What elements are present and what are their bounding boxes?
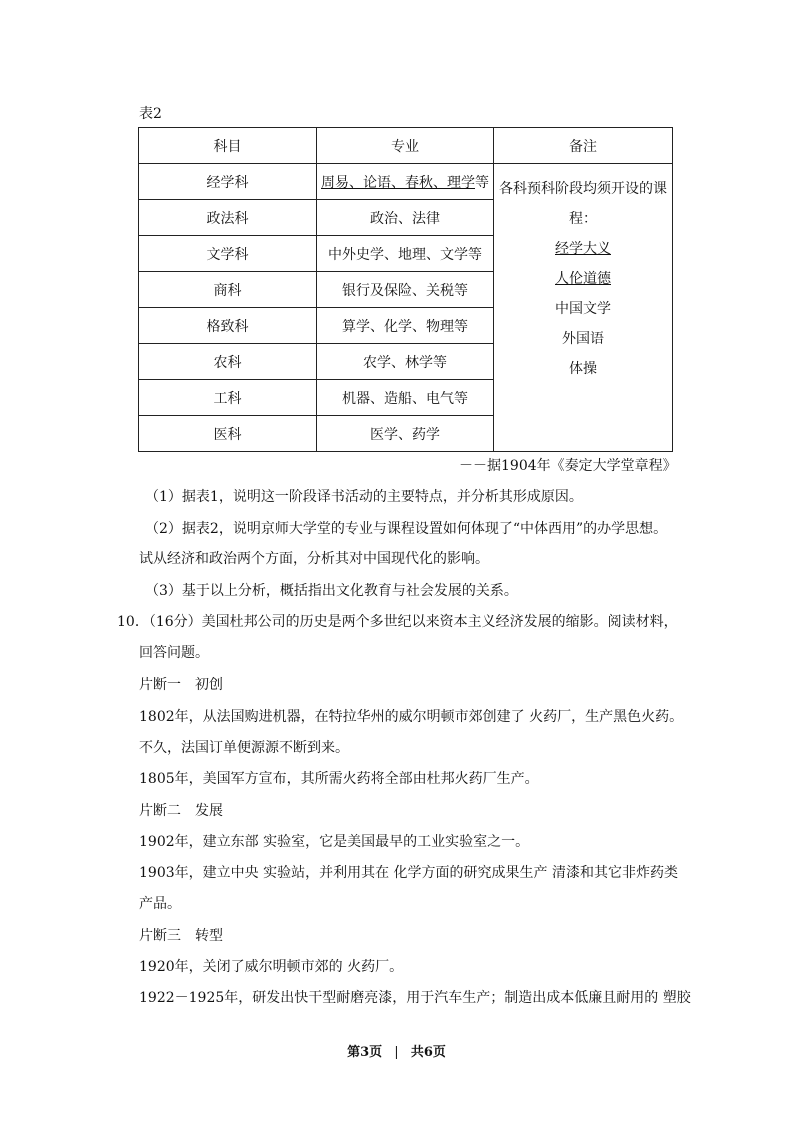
- question-3: （3）基于以上分析，概括指出文化教育与社会发展的关系。: [145, 583, 518, 599]
- q10-line1: 10．（16分）美国杜邦公司的历史是两个多世纪以来资本主义经济发展的缩影。阅读材料，: [117, 614, 678, 630]
- subject-cell: 格致科: [139, 308, 317, 344]
- major-cell: 中外史学、地理、文学等: [317, 236, 494, 272]
- major-cell: [317, 164, 494, 200]
- subject-cell: 经学科: [139, 164, 317, 200]
- table-source: －－据1904年《奏定大学堂章程》: [459, 458, 677, 474]
- table-label: 表2: [139, 106, 162, 122]
- major-underlined: 周易、论语、春秋、理学: [321, 174, 475, 191]
- major-cell: 算学、化学、物理等: [317, 308, 494, 344]
- question-1: （1）据表1，说明这一阶段译书活动的主要特点，并分析其形成原因。: [145, 489, 583, 505]
- note-course: 外国语: [562, 331, 604, 347]
- subject-cell: 文学科: [139, 236, 317, 272]
- header-cell: 科目: [139, 128, 317, 164]
- curriculum-table: [138, 127, 673, 452]
- subject-cell: 农科: [139, 344, 317, 380]
- segment-text: 不久，法国订单便源源不断到来。: [139, 740, 349, 756]
- segment-text: 1805年，美国军方宣布，其所需火药将全部由杜邦火药厂生产。: [139, 771, 539, 787]
- segment-text: 1922－1925年，研发出快干型耐磨亮漆，用于汽车生产；制造出成本低廉且耐用的 塑胶: [139, 990, 691, 1006]
- major-cell: 机器、造船、电气等: [317, 380, 494, 416]
- segment-text: 1902年，建立东部 实验室，它是美国最早的工业实验室之一。: [139, 834, 530, 850]
- note-intro-cont: 程：: [569, 211, 597, 227]
- major-cell: 医学、药学: [317, 416, 494, 452]
- segment-title: 片断二 发展: [139, 803, 223, 819]
- header-cell: 备注: [494, 128, 673, 164]
- segment-title: 片断三 转型: [139, 928, 223, 944]
- segment-text: 1903年，建立中央 实验站，并利用其在 化学方面的研究成果生产 清漆和其它非炸药类: [139, 865, 678, 881]
- major-cell: 农学、林学等: [317, 344, 494, 380]
- segment-text: 产品。: [139, 896, 181, 912]
- major-suffix: 等: [475, 174, 489, 191]
- page-number: 第3页: [347, 1045, 383, 1060]
- note-intro: 各科预科阶段均须开设的课: [499, 181, 667, 197]
- note-course: 经学大义: [555, 241, 611, 257]
- subject-cell: 工科: [139, 380, 317, 416]
- note-course: 体操: [569, 361, 597, 377]
- note-course: 人伦道德: [555, 271, 611, 287]
- major-cell: 政治、法律: [317, 200, 494, 236]
- header-cell: 专业: [317, 128, 494, 164]
- page-footer: [0, 1041, 793, 1060]
- footer-separator: |: [394, 1045, 399, 1060]
- question-2: （2）据表2，说明京师大学堂的专业与课程设置如何体现了“中体西用”的办学思想。: [145, 521, 668, 537]
- note-course: 中国文学: [555, 301, 611, 317]
- page-total: 共6页: [410, 1045, 446, 1060]
- table-header-row: [139, 128, 673, 164]
- segment-title: 片断一 初创: [139, 677, 223, 693]
- subject-cell: 医科: [139, 416, 317, 452]
- subject-cell: 商科: [139, 272, 317, 308]
- q10-line2: 回答问题。: [139, 645, 209, 661]
- segment-text: 1920年，关闭了威尔明顿市郊的 火药厂。: [139, 959, 404, 975]
- subject-cell: 政法科: [139, 200, 317, 236]
- note-cell: [494, 164, 673, 452]
- segment-text: 1802年，从法国购进机器，在特拉华州的威尔明顿市郊创建了 火药厂，生产黑色火药。: [139, 709, 684, 725]
- question-2-cont: 试从经济和政治两个方面，分析其对中国现代化的影响。: [139, 551, 489, 567]
- table-row: [139, 164, 673, 200]
- major-cell: 银行及保险、关税等: [317, 272, 494, 308]
